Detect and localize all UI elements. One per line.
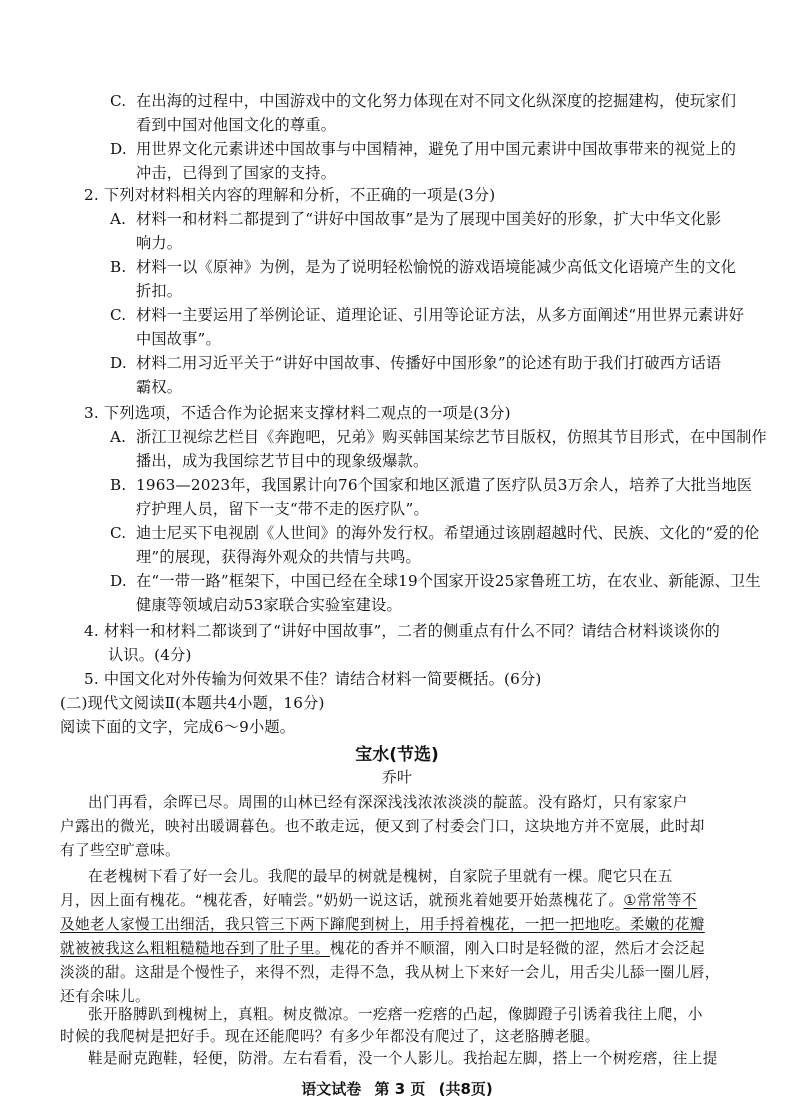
underlined-sentence-1c: 就被被我这么粗粗糙糙地吞到了肚子里。: [60, 940, 330, 957]
q2-option-c-line2: 中国故事”。: [136, 330, 221, 348]
q3-option-c-label: C.: [110, 524, 127, 542]
q2-option-c-label: C.: [110, 306, 127, 324]
p2-line4-text: 槐花的香并不顺溜，刚入口时是轻微的涩，然后才会泛起: [329, 940, 705, 957]
q1-option-d-line2: 冲击，已得到了国家的支持。: [136, 164, 337, 182]
article-author: 乔叶: [381, 768, 412, 786]
q1-option-d-label: D.: [110, 140, 127, 158]
p2-line6: 还有余味儿。: [60, 988, 150, 1005]
q2-option-a-label: A.: [110, 210, 127, 228]
q3-stem: 3. 下列选项，不适合作为论据来支撑材料二观点的一项是(3分): [84, 404, 511, 422]
p1-line3: 有了些空旷意味。: [60, 842, 180, 859]
p3-line2: 时候的我爬树是把好手。现在还能爬吗？有多少年都没有爬过了，这老胳膊老腿。: [60, 1028, 600, 1045]
underlined-sentence-1b: 及她老人家慢工出细活，我只管三下两下蹿爬到树上，用手捋着槐花，一把一把地吃。柔嫩的花瓣: [60, 916, 705, 933]
q3-option-b-label: B.: [110, 476, 127, 494]
q3-option-d-line2: 健康等领域启动53家联合实验室建设。: [136, 596, 402, 614]
q3-option-d-label: D.: [110, 572, 127, 590]
q2-option-b-label: B.: [110, 258, 127, 276]
p2-line5: 淡淡的甜。这甜是个慢性子，来得不烈，走得不急，我从树上下来好一会儿，用舌尖儿舔一圈儿唇，: [60, 964, 720, 981]
q1-option-c-line2: 看到中国对他国文化的尊重。: [136, 116, 337, 134]
section-heading: (二)现代文阅读Ⅱ(本题共4小题，16分): [60, 694, 325, 712]
q2-option-b-line1: 材料一以《原神》为例，是为了说明轻松愉悦的游戏语境能减少高低文化语境产生的文化: [136, 258, 737, 276]
page-footer: [0, 1078, 794, 1099]
q2-option-d-line1: 材料二用习近平关于“讲好中国故事、传播好中国形象”的论述有助于我们打破西方话语: [136, 354, 722, 372]
p1-line1: 出门再看，余晖已尽。周围的山林已经有深深浅浅浓浓淡淡的靛蓝。没有路灯，只有家家户: [88, 794, 688, 811]
q2-option-a-line1: 材料一和材料二都提到了“讲好中国故事”是为了展现中国美好的形象，扩大中华文化影: [136, 210, 722, 228]
q3-option-c-line1: 迪士尼买下电视剧《人世间》的海外发行权。希望通过该剧超越时代、民族、文化的“爱的伦: [136, 524, 760, 542]
q1-option-c-label: C.: [110, 92, 127, 110]
q4-line2: 认识。(4分): [108, 646, 192, 664]
q5-line1: 5. 中国文化对外传输为何效果不佳？请结合材料一简要概括。(6分): [84, 670, 542, 688]
q3-option-d-line1: 在“一带一路”框架下，中国已经在全球19个国家开设25家鲁班工坊，在农业、新能源、卫生: [136, 572, 761, 590]
underlined-sentence-1a: ①常常等不: [623, 892, 697, 909]
q2-option-d-line2: 霸权。: [136, 378, 183, 396]
q3-option-b-line1: 1963—2023年，我国累计向76个国家和地区派遣了医疗队员3万余人，培养了大批当地医: [136, 476, 753, 494]
q2-option-b-line2: 折扣。: [136, 282, 183, 300]
p3-line1: 张开胳膊趴到槐树上，真粗。树皮微凉。一疙瘩一疙瘩的凸起，像脚蹬子引诱着我往上爬，小: [88, 1006, 703, 1023]
q2-option-d-label: D.: [110, 354, 127, 372]
p2-line1: 在老槐树下看了好一会儿。我爬的最早的树就是槐树，自家院子里就有一棵。爬它只在五: [88, 868, 673, 885]
q3-option-a-line1: 浙江卫视综艺栏目《奔跑吧，兄弟》购买韩国某综艺节目版权，仿照其节目形式，在中国制作: [136, 428, 767, 446]
q3-option-c-line2: 理”的展现，获得海外观众的共情与共鸣。: [136, 548, 421, 566]
p2-line2-text: 月，因上面有槐花。“槐花香，好喃尝。”奶奶一说这话，就预兆着她要开始蒸槐花了。: [60, 892, 624, 909]
p2-line4: [60, 938, 705, 960]
q1-option-c-line1: 在出海的过程中，中国游戏中的文化努力体现在对不同文化纵深度的挖掘建构，使玩家们: [136, 92, 737, 110]
q2-option-a-line2: 响力。: [136, 234, 183, 252]
p4-line1: 鞋是耐克跑鞋，轻便，防滑。左右看看，没一个人影儿。我抬起左脚，搭上一个树疙瘩，往上提: [88, 1050, 718, 1067]
footer-total: (共8页): [438, 1080, 493, 1098]
footer-subject: 语文试卷: [301, 1080, 362, 1098]
q4-line1: 4. 材料一和材料二都谈到了“讲好中国故事”，二者的侧重点有什么不同？请结合材料谈谈你的: [84, 622, 720, 640]
p2-line2: [60, 890, 697, 912]
q3-option-a-label: A.: [110, 428, 127, 446]
footer-page: 第 3 页: [374, 1080, 426, 1098]
article-title: 宝水(节选): [355, 745, 439, 765]
q2-stem: 2. 下列对材料相关内容的理解和分析，不正确的一项是(3分): [84, 186, 496, 204]
q3-option-a-line2: 播出，成为我国综艺节目中的现象级爆款。: [136, 452, 429, 470]
q1-option-d-line1: 用世界文化元素讲述中国故事与中国精神，避免了用中国元素讲中国故事带来的视觉上的: [136, 140, 737, 158]
p1-line2: 户露出的微光，映衬出暖调暮色。也不敢走远，便又到了村委会门口，这块地方并不宽展，此时却: [60, 818, 705, 835]
q2-option-c-line1: 材料一主要运用了举例论证、道理论证、引用等论证方法，从多方面阐述“用世界元素讲好: [136, 306, 745, 324]
q3-option-b-line2: 疗护理人员，留下一支“带不走的医疗队”。: [136, 500, 429, 518]
section-instruction: 阅读下面的文字，完成6～9小题。: [60, 718, 296, 736]
